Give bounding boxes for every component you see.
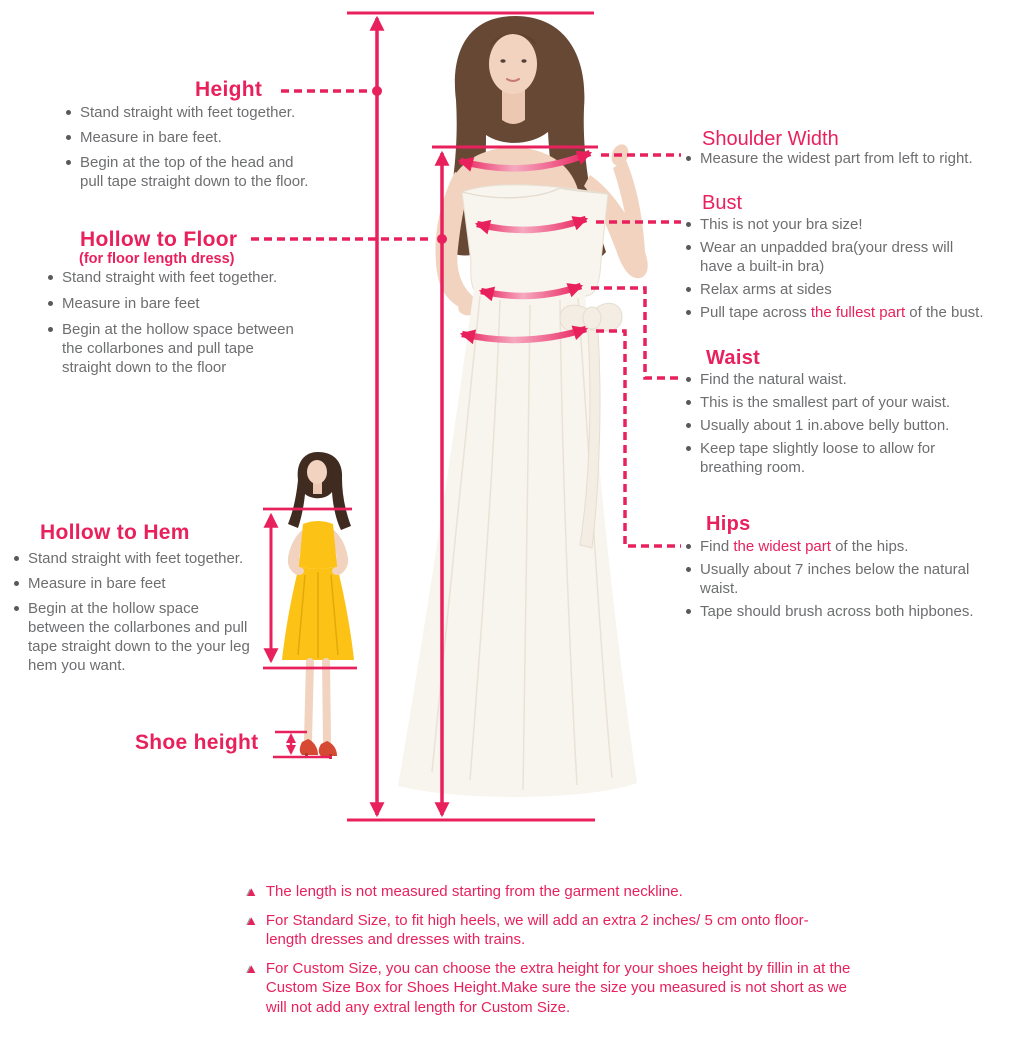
bust-title: Bust xyxy=(702,192,743,214)
list-item: Stand straight with feet together. xyxy=(12,549,250,568)
hips-bullet-list xyxy=(684,537,999,625)
list-item: Stand straight with feet together. xyxy=(46,268,302,287)
height-title: Height xyxy=(195,78,263,101)
main-model-skirt xyxy=(398,288,637,797)
list-item: Usually about 7 inches below the natural waist. xyxy=(684,560,992,598)
warning-triangle-icon: ▲ xyxy=(245,912,258,928)
list-item: Begin at the hollow space between the collarbones and pull tape straight down to the floor xyxy=(46,320,302,377)
list-item: Measure the widest part from left to right. xyxy=(684,149,1009,168)
main-model-right-hand xyxy=(608,142,631,168)
list-item: This is not your bra size! xyxy=(684,215,1009,234)
list-item: This is the smallest part of your waist. xyxy=(684,393,989,412)
hollow-to-hem-title: Hollow to Hem xyxy=(40,521,190,544)
hips-title: Hips xyxy=(706,513,751,535)
height-bullet-list xyxy=(64,103,316,197)
main-model-eye-left xyxy=(500,59,505,62)
main-model-figure xyxy=(398,16,648,797)
main-model-left-arm xyxy=(436,172,476,309)
list-item: Keep tape slightly loose to allow for breathing room. xyxy=(684,439,970,477)
shoulder-width-title: Shoulder Width xyxy=(702,128,839,150)
note-text: For Custom Size, you can choose the extra height for your shoes height by fillin in at the Custom Size Box for Shoes Height.Make sure the size you measured is not short as we will not add any extral length for Custom Size. xyxy=(265,959,851,1016)
list-item: Tape should brush across both hipbones. xyxy=(684,602,999,621)
main-model-skirt-folds xyxy=(432,296,612,790)
bullet-text: Pull tape across xyxy=(700,304,811,321)
main-model-fringe xyxy=(489,33,537,48)
main-model-mouth xyxy=(507,79,519,81)
main-model-sash-bow xyxy=(560,303,622,548)
note-row xyxy=(245,959,885,1018)
bullet-text: of the bust. xyxy=(905,304,984,321)
hips-connector-dashed xyxy=(596,331,681,546)
small-model-skirt-pleats xyxy=(298,572,338,658)
hollow-to-floor-connector-dot xyxy=(437,234,447,244)
waist-title: Waist xyxy=(706,347,761,369)
small-model-right-hand xyxy=(332,567,342,575)
bullet-highlight: the fullest part xyxy=(810,304,906,321)
main-model-bodice-seam xyxy=(462,188,608,198)
list-item: Wear an unpadded bra(your dress will have a built-in bra) xyxy=(684,238,970,276)
main-model-bodice xyxy=(462,185,608,303)
list-item: Begin at the top of the head and pull tape straight down to the floor. xyxy=(64,153,316,191)
list-item: Stand straight with feet together. xyxy=(64,103,316,122)
list-item: Measure in bare feet xyxy=(46,294,302,313)
hips-arrow xyxy=(462,329,586,340)
hollow-to-hem-bullet-list xyxy=(12,549,250,681)
main-model-neck xyxy=(502,86,525,124)
bust-arrow xyxy=(477,219,586,230)
list-item: Begin at the hollow space between the collarbones and pull tape straight down to the your leg hem you want. xyxy=(12,599,250,675)
small-model-legs xyxy=(308,662,327,742)
bust-bullet-list xyxy=(684,215,1009,326)
small-model-left-arm xyxy=(288,528,312,575)
note-row xyxy=(245,911,885,950)
list-item: Measure in bare feet. xyxy=(64,128,316,147)
list-item xyxy=(684,537,999,556)
shoulder-width-bullet-list xyxy=(684,149,1009,172)
small-model-neck xyxy=(313,480,322,494)
waist-connector-dashed xyxy=(591,288,681,378)
waist-arrow xyxy=(481,286,581,296)
bullet-text: Find xyxy=(700,538,734,555)
list-item xyxy=(684,303,1009,322)
main-model-right-forearm xyxy=(613,160,645,260)
shoe-height-title: Shoe height xyxy=(135,731,259,754)
waist-bullet-list xyxy=(684,370,989,481)
note-text: The length is not measured starting from the garment neckline. xyxy=(265,883,683,900)
small-model-hair xyxy=(288,452,351,530)
small-model-face xyxy=(307,460,327,484)
small-model-right-arm xyxy=(324,528,348,575)
small-model-bodice xyxy=(299,521,337,569)
main-model-chest xyxy=(446,147,580,207)
warning-triangle-icon: ▲ xyxy=(245,960,258,976)
small-model-shoes xyxy=(300,739,337,759)
hollow-to-floor-title: Hollow to Floor xyxy=(80,228,238,251)
shoulder-width-arrow xyxy=(460,153,590,168)
note-text: For Standard Size, to fit high heels, we will add an extra 2 inches/ 5 cm onto floor-length dresses and dresses with trains. xyxy=(265,911,809,948)
hollow-to-floor-subtitle: (for floor length dress) xyxy=(79,251,235,267)
main-model-right-arm xyxy=(584,175,648,278)
list-item: Find the natural waist. xyxy=(684,370,989,389)
main-model-left-hand xyxy=(456,294,488,319)
main-model-eye-right xyxy=(521,59,526,62)
notes-list xyxy=(245,882,885,1026)
small-model-left-hand xyxy=(294,567,304,575)
list-item: Measure in bare feet xyxy=(12,574,250,593)
small-model-skirt xyxy=(282,566,354,660)
main-model-hair xyxy=(440,16,606,264)
main-model-face xyxy=(489,34,537,94)
bullet-highlight: the widest part xyxy=(733,538,831,555)
small-model-figure xyxy=(282,452,354,759)
hollow-to-floor-bullet-list xyxy=(46,268,302,383)
height-connector-dot xyxy=(372,86,382,96)
list-item: Relax arms at sides xyxy=(684,280,1009,299)
note-row xyxy=(245,882,885,902)
list-item: Usually about 1 in.above belly button. xyxy=(684,416,989,435)
bullet-text: of the hips. xyxy=(830,538,909,555)
warning-triangle-icon: ▲ xyxy=(245,884,258,899)
